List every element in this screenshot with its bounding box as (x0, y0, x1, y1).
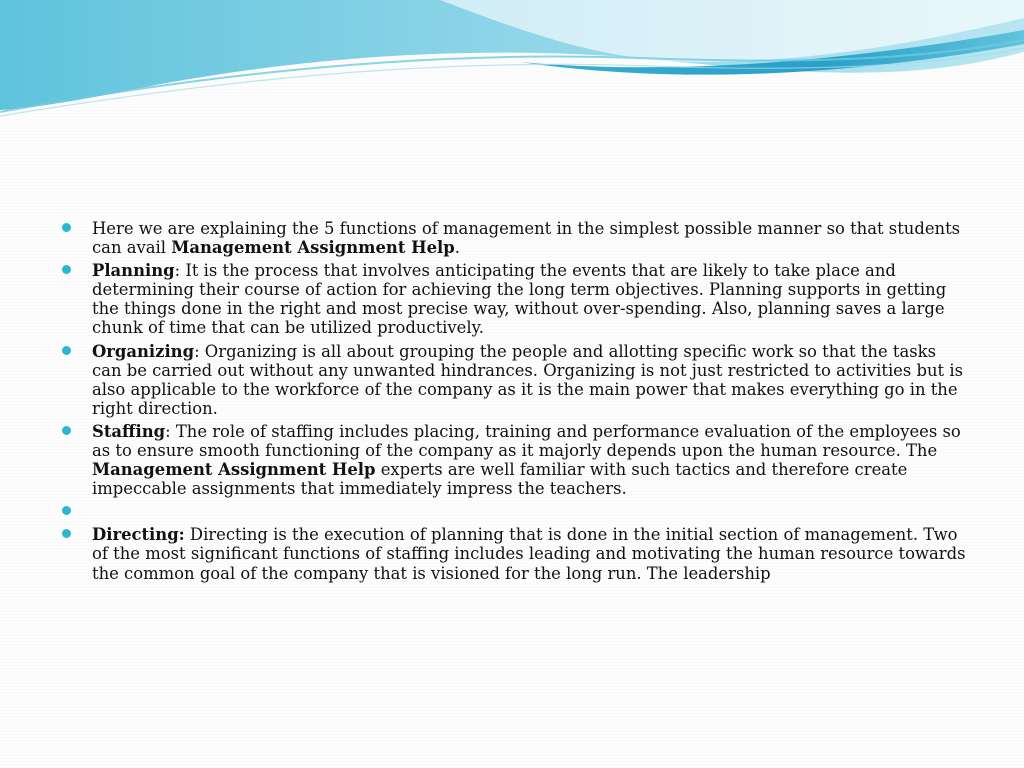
wave-header-decoration (0, 0, 1024, 130)
bullet-icon (62, 346, 71, 355)
bullet-item-directing (60, 525, 970, 582)
bullet-list (60, 219, 970, 587)
staffing-text-2: experts are well familiar with such tactics and therefore create impeccable assignments that immediately impress the teachers. (92, 460, 908, 499)
planning-text: : It is the process that involves anticipating the events that are likely to take place and determining their course of action for achieving the long term objectives. Planning supports in getting the things done in the right and most precise way, without over-spending. Also, planning saves a large chunk of time that can be utilized productively. (92, 261, 947, 338)
staffing-bold-link-text: Management Assignment Help (92, 460, 376, 480)
directing-text: Directing is the execution of planning that is done in the initial section of management. Two of the most significant functions of staffing includes leading and motivating the human resource towards the common goal of the company that is visioned for the long run. The leadership (92, 525, 966, 583)
bullet-item-empty (60, 502, 970, 521)
bullet-item-staffing (60, 422, 970, 498)
planning-heading: Planning (92, 261, 175, 281)
staffing-text: : The role of staffing includes placing, training and performance evaluation of the employees so as to ensure smooth functioning of the company as it majorly depends upon the human resource. The (92, 421, 961, 461)
organizing-text: : Organizing is all about grouping the people and allotting specific work so that the tasks can be carried out without any unwanted hindrances. Organizing is not just restricted to activities but is also applicable to the workforce of the company as it is the main power that makes everything go in the right direction. (92, 341, 964, 418)
bullet-item-intro (60, 219, 970, 257)
organizing-heading: Organizing (92, 341, 195, 361)
intro-bold-link-text: Management Assignment Help (171, 238, 455, 258)
bullet-icon (62, 265, 71, 274)
bullet-icon (62, 223, 71, 232)
intro-tail: . (454, 238, 460, 258)
bullet-icon (62, 426, 71, 435)
bullet-icon (62, 506, 71, 515)
bullet-item-organizing (60, 342, 970, 418)
bullet-item-planning (60, 261, 970, 337)
directing-heading: Directing: (92, 525, 185, 545)
intro-text: Here we are explaining the 5 functions of management in the simplest possible manner so that students can avail (92, 219, 961, 258)
staffing-heading: Staffing (92, 421, 166, 441)
bullet-icon (62, 529, 71, 538)
